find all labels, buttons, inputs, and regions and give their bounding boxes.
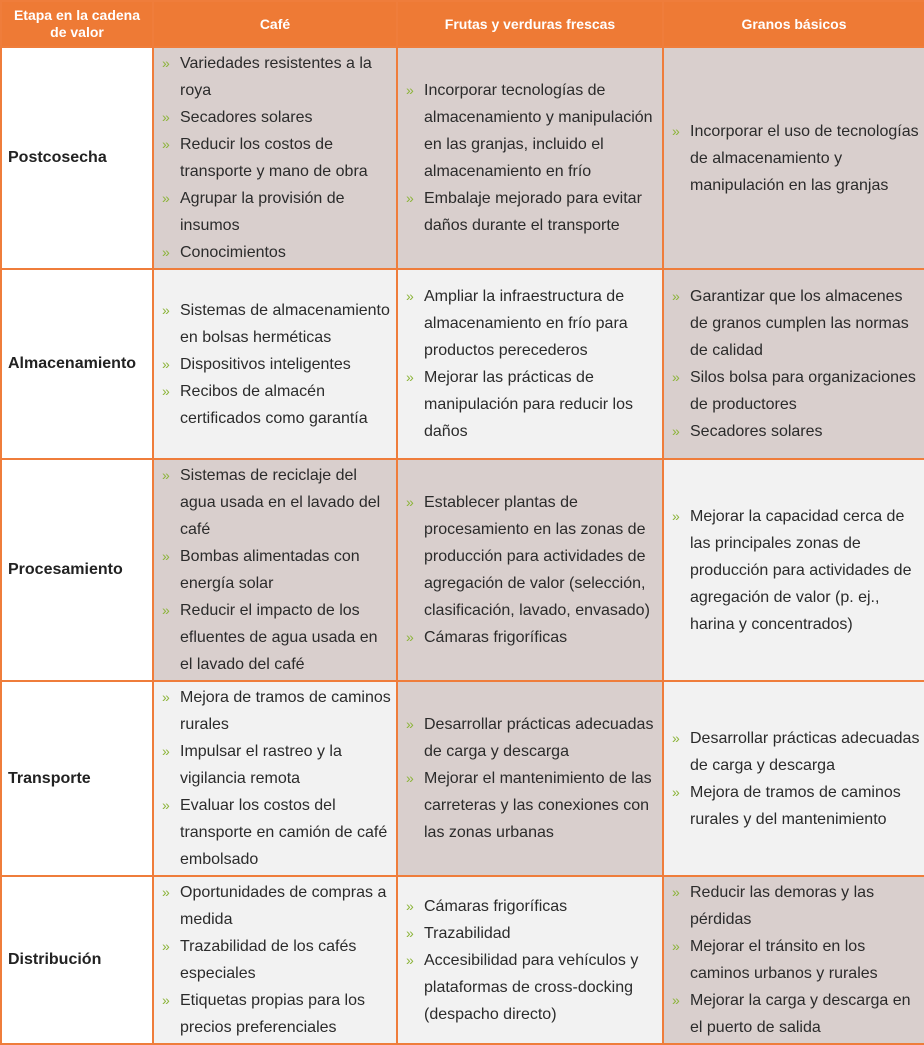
bullet-icon: »: [406, 190, 414, 206]
table-row: [1, 681, 924, 876]
list-item: » Accesibilidad para vehículos y plataformas de cross-docking (despacho directo): [404, 947, 658, 1028]
list-item: » Trazabilidad de los cafés especiales: [160, 933, 392, 987]
bullet-icon: »: [672, 783, 680, 800]
bullet-icon: »: [406, 629, 414, 645]
bullet-icon: »: [672, 423, 680, 439]
list-item: » Sistemas de reciclaje del agua usada en el lavado del café: [160, 462, 392, 543]
list-item: » Mejorar la carga y descarga en el puerto de salida: [670, 987, 920, 1041]
list-item: » Bombas alimentadas con energía solar: [160, 543, 392, 597]
list-item: » Garantizar que los almacenes de granos cumplen las normas de calidad: [670, 283, 920, 364]
cell-cafe: [153, 47, 397, 269]
list-item: » Mejorar las prácticas de manipulación para reducir los daños: [404, 364, 658, 445]
table-row: [1, 269, 924, 459]
bullet-icon: »: [162, 884, 170, 900]
header-granos: Granos básicos: [663, 1, 924, 47]
cell-granos: [663, 459, 924, 681]
list-item: » Mejorar la capacidad cerca de las principales zonas de producción para actividades de agregación de valor (p. ej., harina y concentrados): [670, 503, 920, 638]
list-item: » Secadores solares: [670, 418, 920, 445]
list-item: » Mejora de tramos de caminos rurales: [160, 684, 392, 738]
list-item: » Cámaras frigoríficas: [404, 624, 658, 651]
list-item: » Impulsar el rastreo y la vigilancia remota: [160, 738, 392, 792]
cell-cafe: [153, 459, 397, 681]
bullet-icon: »: [672, 938, 680, 954]
bullet-icon: »: [162, 689, 170, 705]
bullet-icon: »: [162, 55, 170, 71]
list-item: » Incorporar el uso de tecnologías de almacenamiento y manipulación en las granjas: [670, 118, 920, 199]
bullet-icon: »: [406, 924, 414, 941]
bullet-icon: »: [162, 109, 170, 125]
list-item: » Mejorar el tránsito en los caminos urbanos y rurales: [670, 933, 920, 987]
list-item: » Desarrollar prácticas adecuadas de carga y descarga: [670, 725, 920, 779]
list-item: » Agrupar la provisión de insumos: [160, 185, 392, 239]
bullet-icon: »: [162, 301, 170, 318]
stage-transporte: Transporte: [1, 681, 153, 876]
bullet-icon: »: [672, 992, 680, 1008]
bullet-icon: »: [162, 797, 170, 813]
bullet-icon: »: [162, 136, 170, 152]
header-row: [1, 1, 924, 47]
list-item: » Reducir los costos de transporte y mano de obra: [160, 131, 392, 185]
stage-procesamiento: Procesamiento: [1, 459, 153, 681]
bullet-icon: »: [162, 355, 170, 372]
stage-distribucion: Distribución: [1, 876, 153, 1044]
bullet-icon: »: [162, 244, 170, 260]
list-item: » Sistemas de almacenamiento en bolsas herméticas: [160, 297, 392, 351]
cell-cafe: [153, 681, 397, 876]
list-item: » Trazabilidad: [404, 920, 658, 947]
list-item: » Reducir el impacto de los efluentes de agua usada en el lavado del café: [160, 597, 392, 678]
cell-frutas: [397, 459, 663, 681]
stage-postcosecha: Postcosecha: [1, 47, 153, 269]
bullet-icon: »: [672, 122, 680, 139]
cell-frutas: [397, 47, 663, 269]
bullet-icon: »: [162, 938, 170, 954]
header-frutas: Frutas y verduras frescas: [397, 1, 663, 47]
bullet-icon: »: [162, 467, 170, 483]
bullet-icon: »: [406, 716, 414, 732]
bullet-icon: »: [672, 288, 680, 304]
bullet-icon: »: [162, 743, 170, 759]
bullet-icon: »: [162, 382, 170, 399]
cell-granos: [663, 269, 924, 459]
cell-cafe: [153, 269, 397, 459]
bullet-icon: »: [406, 770, 414, 786]
cell-granos: [663, 681, 924, 876]
list-item: » Etiquetas propias para los precios preferenciales: [160, 987, 392, 1041]
bullet-icon: »: [406, 82, 414, 98]
table-row: [1, 47, 924, 269]
table-row: [1, 876, 924, 1044]
list-item: » Silos bolsa para organizaciones de productores: [670, 364, 920, 418]
bullet-icon: »: [672, 369, 680, 385]
list-item: » Oportunidades de compras a medida: [160, 879, 392, 933]
cell-frutas: [397, 269, 663, 459]
bullet-icon: »: [162, 548, 170, 564]
cell-cafe: [153, 876, 397, 1044]
bullet-icon: »: [406, 494, 414, 510]
cell-granos: [663, 47, 924, 269]
cell-frutas: [397, 681, 663, 876]
list-item: » Reducir las demoras y las pérdidas: [670, 879, 920, 933]
list-item: » Mejorar el mantenimiento de las carreteras y las conexiones con las zonas urbanas: [404, 765, 658, 846]
bullet-icon: »: [162, 602, 170, 618]
list-item: » Variedades resistentes a la roya: [160, 50, 392, 104]
list-item: » Recibos de almacén certificados como garantía: [160, 378, 392, 432]
bullet-icon: »: [162, 190, 170, 206]
list-item: » Secadores solares: [160, 104, 392, 131]
bullet-icon: »: [162, 992, 170, 1008]
list-item: » Desarrollar prácticas adecuadas de carga y descarga: [404, 711, 658, 765]
bullet-icon: »: [406, 897, 414, 914]
list-item: » Embalaje mejorado para evitar daños durante el transporte: [404, 185, 658, 239]
cell-granos: [663, 876, 924, 1044]
list-item: » Mejora de tramos de caminos rurales y del mantenimiento: [670, 779, 920, 833]
bullet-icon: »: [672, 884, 680, 900]
list-item: » Ampliar la infraestructura de almacenamiento en frío para productos perecederos: [404, 283, 658, 364]
list-item: » Establecer plantas de procesamiento en las zonas de producción para actividades de agregación de valor (selección, clasificación, lavado, envasado): [404, 489, 658, 624]
bullet-icon: »: [406, 951, 414, 968]
table-row: [1, 459, 924, 681]
list-item: » Evaluar los costos del transporte en camión de café embolsado: [160, 792, 392, 873]
header-stage: Etapa en la cadena de valor: [1, 1, 153, 47]
list-item: » Incorporar tecnologías de almacenamiento y manipulación en las granjas, incluido el almacenamiento en frío: [404, 77, 658, 185]
cell-frutas: [397, 876, 663, 1044]
list-item: » Cámaras frigoríficas: [404, 893, 658, 920]
bullet-icon: »: [406, 288, 414, 304]
bullet-icon: »: [672, 729, 680, 746]
list-item: » Dispositivos inteligentes: [160, 351, 392, 378]
list-item: » Conocimientos: [160, 239, 392, 266]
header-cafe: Café: [153, 1, 397, 47]
stage-almacenamiento: Almacenamiento: [1, 269, 153, 459]
bullet-icon: »: [672, 507, 680, 524]
bullet-icon: »: [406, 369, 414, 385]
